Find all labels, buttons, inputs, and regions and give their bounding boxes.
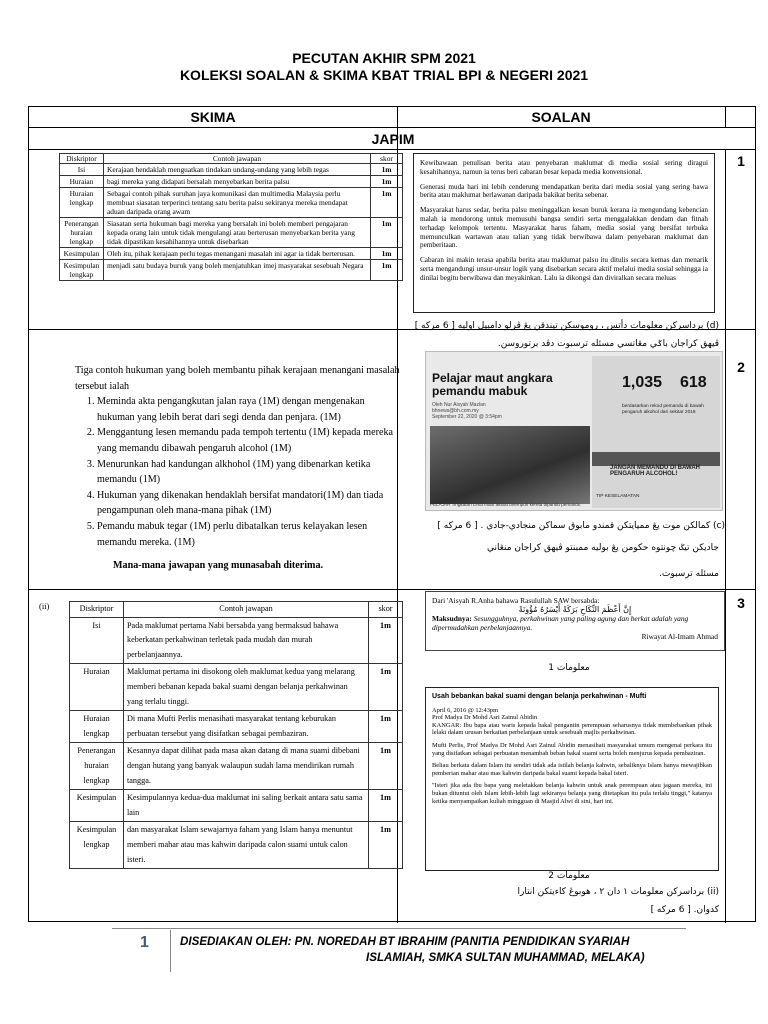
passage-paragraph: Generasi muda hari ini lebih cenderung mendapatkan berita dari media sosial yang sering bawa berita atau maklumat berlawanan daripada bakikat berita sebenar. [420,182,708,200]
answer: Siasatan serta hukuman bagi mereka yang bersalah ini boleh memberi pengajaran kepada orang lain untuk tidak mengulangi atau berterusan menyebarkan berita yang tidak dipastikan kesahihannya untuk disebarkan [104,218,371,248]
footer-rule [112,928,686,929]
news-byline: Oleh Nur Aisyah Mazlan [432,402,486,408]
answer: Pada maklumat pertama Nabi bersabda yang bermaksud bahawa keberkatan perkahwinan terletak pada mudah dan murah perbelanjaannya. [124,617,369,664]
descriptor: Huraian [60,176,104,188]
footer-line-2: ISLAMIAH, SMKA SULTAN MUHAMMAD, MELAKA) [366,951,645,964]
q1-instruction-2: ڤيهق کراجان باݢي مڠاتسي مسئله ترسبوت دڤد برتوروسن. [497,339,719,349]
table-header: Diskriptor [70,602,124,618]
answer: bagi mereka yang didapati bersalah menyebarkan berita palsu [104,176,371,188]
table-header: Diskriptor [60,154,104,164]
q2-instruction-2: جاديکن تيݢ چونتوه حکومن يڠ بوليه ممبنتو ڤيهق کراجان منڠاني [486,543,719,553]
q2-intro: Tiga contoh hukuman yang boleh membantu pihak kerajaan menangani masalah tersebut ialah [75,365,400,392]
news-paragraph: Beliau berkata dalam Islam itu sendiri tidak ada istilah belanja kahwin, sebaliknya Islam hanya mewajibkan pemberian mahar atau mas kahwin daripada bakal suami kepada bakal isteri. [432,762,712,777]
page-number: 1 [140,934,149,951]
accident-photo [430,426,590,504]
q3-scheme-table [69,601,403,869]
hadith-intro: Dari 'Aisyah R.Anha bahawa Rasulullah SAW bersabda: [432,596,600,605]
footer-divider [170,930,171,972]
q2-news-image [425,351,723,511]
answer: dan masyarakat Islam sewajarnya faham yang Islam hanya menuntut memberi mahar atau mas kahwin daripada calon suami untuk calon isteri. [124,822,369,869]
answer-table [28,106,756,922]
score: 1m [371,188,403,218]
table-row [70,743,403,790]
descriptor: Kesimpulan [70,790,124,822]
table-header: Contoh jawapan [124,602,369,618]
descriptor: Kesimpulan lengkap [70,822,124,869]
descriptor: Huraian lengkap [70,711,124,743]
score: 1m [369,822,403,869]
table-header: Contoh jawapan [104,154,371,164]
table-row [70,617,403,664]
hadith-meaning: Sesungguhnya, perkahwinan yang paling agung dan berkat adalah yang dipermudahkan perbelanjaannya. [432,614,689,632]
score: 1m [369,743,403,790]
table-header: skor [371,154,403,164]
descriptor: Isi [60,164,104,176]
list-item: 3. Menurunkan had kandungan alkhohol (1M) yang dibenarkan ketika memandu (1M) [97,457,401,488]
news-paragraph: KANGAR: Ibu bapa atau waris kepada bakal pengantin perempuan seharusnya tidak membebankan pihak lelaki dalam urusan berkaitan perbelanjaan untuk sesebuah majlis perkahwinan. [432,721,712,737]
question-number-2: 2 [737,359,745,375]
answer: Di mana Mufti Perlis menasihati masyarakat tentang keburukan perbuatan tersebut yang disifatkan sebagai pembaziran. [124,711,369,743]
soalan-header: SOALAN [531,109,591,125]
answer: Sebagai contoh pihak suruhan jaya komunikasi dan multimedia Malaysia perlu membuat siasatan terperinci tentang satu berita palsu sekiranya mereka mendapat aduan daripada orang awam [104,188,371,218]
question-number-3: 3 [737,595,745,611]
descriptor: Kesimpulan lengkap [60,260,104,281]
info-2-label: معلومات 2 [548,871,590,881]
footer-line-1: DISEDIAKAN OLEH: PN. NOREDAH BT IBRAHIM (PANITIA PENDIDIKAN SYARIAH [180,935,630,948]
list-item: 1. Meminda akta pengangkutan jalan raya (1M) dengan mengenakan hukuman yang lebih berat dari segi denda dan penjara. (1M) [97,394,401,425]
descriptor: Penerangan huraian lengkap [60,218,104,248]
table-header: skor [369,602,403,618]
infographic [592,356,720,508]
part-label: (ii) [39,601,50,611]
passage-paragraph: Masyarakat harus sedar, berita palsu meninggalkan kesan buruk kerana ia mengundang kebencian malah ia mendorong untuk memusuhi bangsa sendiri serta menggalakkan dendam dan fitnah terhadap kelompok tertentu. Masyarakat harus faham, media sosial yang bersifat terbuka memunculkan wartawan atau talian yang tidak berwibawa dalam penyebaran maklumat dan pemberitaan. [420,206,708,250]
footer-credit [180,934,680,966]
news-title: Usah bebankan bakal suami dengan belanja perkahwinan - Mufti [432,693,647,700]
answer: Oleh itu, pihak kerajaan perlu tegas menangani masalah ini agar ia tidak berterusan. [104,248,371,260]
list-item: 2. Menggantung lesen memandu pada tempoh tertentu (1M) kepada mereka yang memandu dibawah pengaruh alcohol (1M) [97,425,401,456]
news-paragraph: Mufti Perlis, Prof Madya Dr Mohd Asri Zainul Abidin menasihati masyarakat umum mengenai perkara itu yang disifatkan sebagai perbuatan menambah beban bakal suami serta boleh menjurus kepada pembaziran. [432,741,712,757]
passage-paragraph: Cabaran ini makin terasa apabila berita atau maklumat palsu itu ditulis secara kemas dan menarik serta mengandungi unsur-unsur logik yang disebarkan secara aktif melalui media sosial sehingga ia dinilai begitu berwibawa dan meyakinkan. Lalu ia dikongsi dan diviralkan secara meluas [420,256,708,282]
q1-scheme-table [59,153,403,281]
passage-paragraph: Kewibawaan penulisan berita atau penyebaran maklumat di media sosial sering diragui kesahihannya, namun ia terus beri cabaran besar kepada media konvensional. [420,159,708,176]
news-site: bhnews@bh.com.my [432,408,479,414]
table-row [70,822,403,869]
score: 1m [371,176,403,188]
photo-caption: PELAJAR Tingkatan Lima maut akibat dirempuh kereta dipandu pemandu [430,502,581,507]
q1-passage [413,153,715,313]
answer: Kesannya dapat dilihat pada masa akan datang di mana suami dibebani dengan hutang yang banyak walaupun sudah lama mendirikan rumah tangga. [124,743,369,790]
news-date: April 6, 2016 @ 12:43pm [432,706,499,714]
score: 1m [369,790,403,822]
list-item: 5. Pemandu mabuk tegar (1M) perlu dibatalkan terus kelayakan lesen memandu mereka. (1M) [97,519,401,550]
table-row [70,790,403,822]
info-1-label: معلومات 1 [548,663,590,673]
table-row [60,188,403,218]
safety-tip: TIP KESELAMATAN [596,494,640,499]
hadith-box [425,591,725,651]
q2-instruction-1: (c) کمالکن موت يڠ مميايتکن قمندو مابوق سماکن منجادي-جادي . [ 6 مرکه ] [437,521,725,531]
news-article [425,687,719,871]
warning-text: JANGAN MEMANDU DI BAWAH PENGARUH ALCOHOL! [610,465,700,477]
q1-instruction-1: (d) برداسرکن معلومات دأتس ، روموسکن تيندقن يڠ ڤرلو دامبيل اوليه [ 6 مرکه ] [414,321,719,331]
q2-scheme [75,363,401,574]
descriptor: Huraian [70,664,124,711]
header-title-2: KOLEKSI SOALAN & SKIMA KBAT TRIAL BPI & NEGERI 2021 [179,67,589,83]
stat-number-2: 618 [680,374,707,391]
question-number-1: 1 [737,153,745,169]
news-paragraph: "Isteri jika ada ibu bapa yang meletakkan belanja kahwin untuk anak perempuan atau jagaan mereka, ini bukan dituntut oleh Islam lebih-lebih lagi sekiranya belanja yang ditetapkan itu pula terlalu tinggi," katanya ketika menyampaikan kuliah mingguan di Masjid Alwi di sini, hari ini. [432,782,712,805]
table-row [60,164,403,176]
hadith-source: Riwayat Al-Imam Ahmad [641,632,718,641]
score: 1m [371,218,403,248]
subject-header: JAPIM [371,131,415,147]
stat-number-1: 1,035 [622,374,663,391]
table-row [70,664,403,711]
table-row [60,260,403,281]
table-row [60,176,403,188]
table-row [60,248,403,260]
skima-header: SKIMA [190,109,236,125]
accept-note: Mana-mana jawapan yang munasabah diterima. [113,560,324,572]
descriptor: Penerangan huraian lengkap [70,743,124,790]
descriptor: Isi [70,617,124,664]
news-headline: Pelajar maut angkara pemandu mabuk [432,371,553,398]
score: 1m [371,164,403,176]
score: 1m [369,617,403,664]
infographic-text: berdasarkan rekod pemandu di bawah pengaruh alkohol dari sekitar 2018 [622,404,704,415]
score: 1m [369,664,403,711]
descriptor: Huraian lengkap [60,188,104,218]
q3-instruction-2: کدوان. [ 6 مرکه ] [650,905,719,915]
meaning-label: Maksudnya: [432,614,472,623]
table-row [60,218,403,248]
news-meta [432,402,502,420]
score: 1m [371,248,403,260]
answer: Maklumat pertama ini disokong oleh maklumat kedua yang melarang memberi bebanan kepada bakal suami dengan belanja perkahwinan yang terlalu tinggi. [124,664,369,711]
answer: Kesimpulannya kedua-dua maklumat ini saling berkait antara satu sama lain [124,790,369,822]
answer: menjadi satu budaya buruk yang boleh menjatuhkan imej masyarakat sesebuah Negara [104,260,371,281]
descriptor: Kesimpulan [60,248,104,260]
news-date: September 22, 2020 @ 3:54pm [432,414,502,420]
news-author: Prof Madya Dr Mohd Asri Zainul Abidin [432,714,538,722]
score: 1m [371,260,403,281]
q3-instruction-1: (ii) برداسرکن معلومات ١ دان ٢ ، هوبوڠ کاءيتکن انتارا [517,887,719,897]
list-item: 4. Hukuman yang dikenakan hendaklah bersifat mandatori(1M) dan tiada pengampunan oleh mana-mana pihak (1M) [97,488,401,519]
table-row [70,711,403,743]
hadith-arabic: إِنَّ أَعْظَمَ النِّكَاحِ بَرَكَةً أَيْسَرُهُ مُؤُونَةً [518,605,632,614]
q2-instruction-3: مسئله ترسبوت. [659,569,719,579]
header-title-1: PECUTAN AKHIR SPM 2021 [292,50,476,66]
score: 1m [369,711,403,743]
answer: Kerajaan hendaklah menguatkan tindakan undang-undang yang lebih tegas [104,164,371,176]
